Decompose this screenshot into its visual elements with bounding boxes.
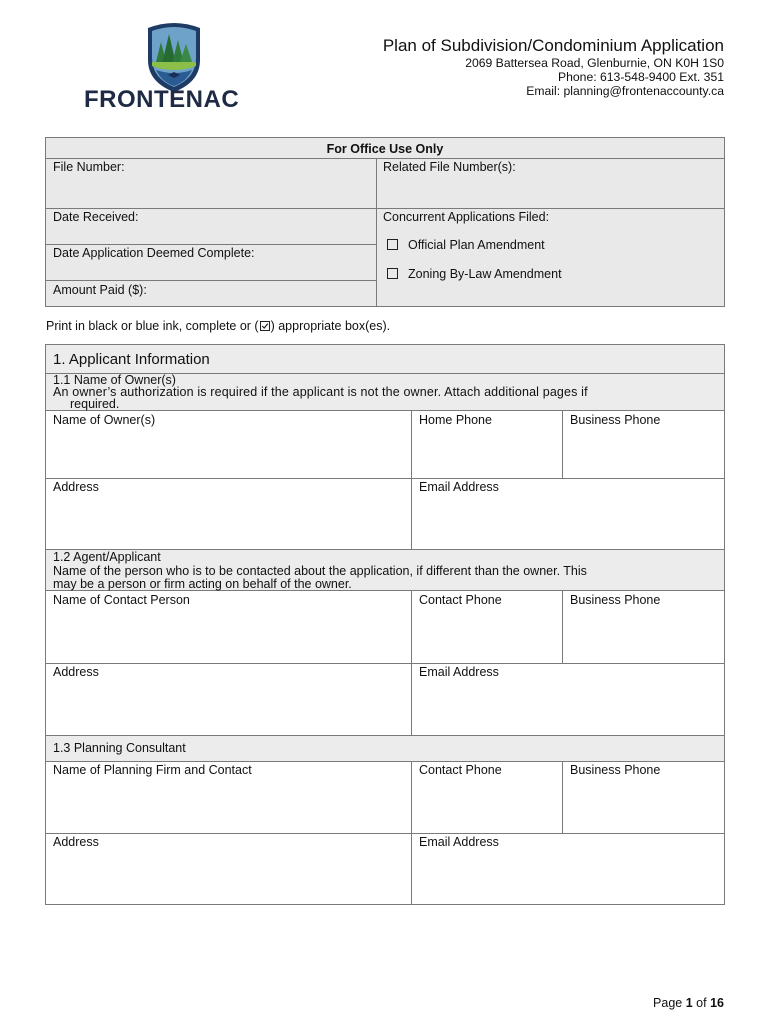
- office-use-table: [45, 137, 725, 307]
- planning-firm-field[interactable]: Name of Planning Firm and Contact: [53, 763, 252, 777]
- file-number-field[interactable]: File Number:: [53, 160, 125, 174]
- zba-option[interactable]: [387, 267, 562, 281]
- agent-address-field[interactable]: Address: [53, 665, 99, 679]
- applicant-information-section: [45, 344, 725, 905]
- page-total: 16: [710, 996, 724, 1010]
- office-use-heading: For Office Use Only: [326, 142, 444, 156]
- page-of: of: [696, 996, 707, 1010]
- page-number: [653, 996, 724, 1010]
- date-received-field[interactable]: Date Received:: [53, 210, 139, 224]
- zba-checkbox[interactable]: [387, 268, 398, 279]
- section-1-3-header: [46, 736, 724, 762]
- org-email: Email: planning@frontenaccounty.ca: [526, 84, 724, 98]
- page-current: 1: [685, 996, 693, 1010]
- section-1-2-header: [46, 550, 724, 591]
- owner-name-field[interactable]: Name of Owner(s): [53, 413, 156, 427]
- owner-business-phone-field[interactable]: Business Phone: [570, 413, 661, 427]
- contact-person-field[interactable]: Name of Contact Person: [53, 593, 190, 607]
- section-1-title: 1. Applicant Information: [53, 351, 210, 368]
- instructions-after: ) appropriate box(es).: [270, 319, 391, 333]
- section-1-2-note-1: Name of the person who is to be contacted about the application, if different than the owner. This: [53, 564, 587, 578]
- org-phone: Phone: 613-548-9400 Ext. 351: [557, 70, 724, 84]
- agent-contact-phone-field[interactable]: Contact Phone: [419, 593, 502, 607]
- page-title: Plan of Subdivision/Condominium Application: [382, 36, 724, 55]
- opa-label: Official Plan Amendment: [408, 238, 545, 252]
- org-name: FRONTENAC: [84, 86, 240, 113]
- section-1-2-note-2: may be a person or firm acting on behalf of the owner.: [53, 577, 352, 591]
- instructions: [46, 319, 390, 333]
- concurrent-applications-label: Concurrent Applications Filed:: [383, 210, 550, 224]
- checked-box-icon: [260, 321, 270, 331]
- org-address: 2069 Battersea Road, Glenburnie, ON K0H 1S0: [465, 56, 724, 70]
- instructions-before: Print in black or blue ink, complete or (: [46, 319, 259, 333]
- opa-option[interactable]: [387, 238, 545, 252]
- owner-email-field[interactable]: Email Address: [419, 480, 499, 494]
- amount-paid-field[interactable]: Amount Paid ($):: [53, 283, 147, 297]
- agent-email-field[interactable]: Email Address: [419, 665, 499, 679]
- section-1-1-note-1: An owner’s authorization is required if the applicant is not the owner. Attach additional pages if: [53, 385, 588, 399]
- date-complete-field[interactable]: Date Application Deemed Complete:: [53, 246, 255, 260]
- consultant-business-phone-field[interactable]: Business Phone: [570, 763, 661, 777]
- owner-home-phone-field[interactable]: Home Phone: [419, 413, 492, 427]
- section-1-2-title: 1.2 Agent/Applicant: [53, 550, 161, 564]
- consultant-contact-phone-field[interactable]: Contact Phone: [419, 763, 502, 777]
- owner-address-field[interactable]: Address: [53, 480, 99, 494]
- page-label: Page: [653, 996, 683, 1010]
- section-1-3-title: 1.3 Planning Consultant: [53, 741, 186, 755]
- agent-business-phone-field[interactable]: Business Phone: [570, 593, 661, 607]
- section-1-1-title: 1.1 Name of Owner(s): [53, 373, 176, 387]
- section-1-1-header: [46, 374, 724, 411]
- consultant-email-field[interactable]: Email Address: [419, 835, 499, 849]
- zba-label: Zoning By-Law Amendment: [408, 267, 562, 281]
- section-1-header: [46, 345, 724, 374]
- section-1-1-note-2: required.: [70, 397, 120, 411]
- consultant-address-field[interactable]: Address: [53, 835, 99, 849]
- related-file-field[interactable]: Related File Number(s):: [383, 160, 516, 174]
- opa-checkbox[interactable]: [387, 239, 398, 250]
